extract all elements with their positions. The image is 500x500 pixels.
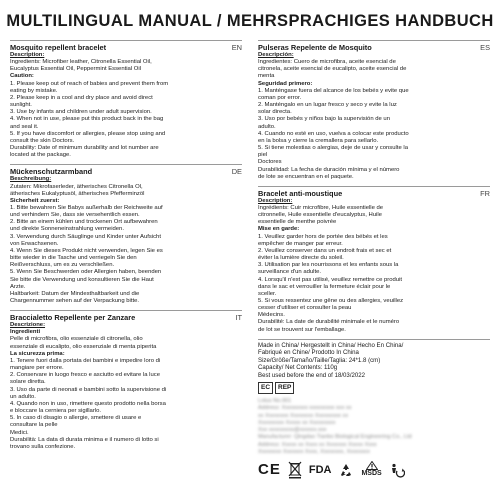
- text-line: Durabilidad: La fecha de duración mínima y el número: [258, 166, 400, 173]
- msds-logo-icon: [361, 461, 381, 478]
- text-line: Ingrédients: Cuir microfibre, Huile essentielle de: [258, 204, 384, 211]
- text-line: essenziale di eucalipto, olio essenziale di menta piperita: [10, 343, 157, 350]
- text-line: Eucalyptus Essential Oil, Peppermint Essential Oil: [10, 66, 141, 73]
- origin-line: Fabriqué en Chine/ Prodotto In China: [258, 349, 359, 357]
- text-line: 4. Wenn Sie dieses Produkt nicht verwenden, legen Sie es: [10, 247, 163, 254]
- certification-logos: [258, 460, 490, 480]
- text-line: solare diretta.: [10, 379, 46, 386]
- section-it-header: [10, 313, 242, 322]
- size-line: Size/Größe/Tamaño/Taille/Taglia: 24*1.8 (cm): [258, 356, 381, 364]
- text-line: Description:: [10, 52, 45, 58]
- capacity-line: Capacity/ Net Contents: 110g: [258, 364, 338, 372]
- text-line: eating by mistake.: [10, 87, 58, 94]
- triman-icon: [389, 462, 405, 478]
- text-line: e bloccare la cerniera per sigillarlo.: [10, 408, 102, 415]
- section-fr-title: Bracelet anti-moustique: [258, 188, 343, 198]
- section-es-lang: ES: [480, 43, 490, 52]
- text-line: en la bolsa y cierre la cremallera para sellarlo.: [258, 137, 379, 144]
- text-line: Descrizione:: [10, 322, 46, 329]
- page-title: MULTILINGUAL MANUAL / MEHRSPRACHIGES HANDBUCH: [6, 12, 494, 30]
- text-line: Médecins.: [258, 312, 285, 319]
- text-line: éviter la lumière directe du soleil.: [258, 255, 344, 262]
- text-line: 4. When not in use, please put this product back in the bag: [10, 116, 164, 123]
- text-line: de lot se trouvent sur l'emballage.: [258, 326, 346, 333]
- text-line: 3. Uso por bebés y niños bajo la supervisión de un: [258, 116, 390, 123]
- section-es-title: Pulseras Repelente de Mosquito: [258, 43, 372, 52]
- section-fr-header: [258, 189, 490, 198]
- text-line: 4. Lorsqu'il n'est pas utilisé, veuillez remettre ce produit: [258, 276, 403, 283]
- text-line: Sicherheit zuerst:: [10, 197, 60, 204]
- text-line: 3. Use by infants and children under adult supervision.: [10, 109, 152, 116]
- text-line: La sicurezza prima:: [10, 350, 65, 357]
- section-en-lang: EN: [231, 43, 242, 52]
- section-es: [258, 40, 490, 181]
- section-en-title: Mosquito repellent bracelet: [10, 43, 107, 52]
- section-de: [10, 164, 242, 305]
- text-line: 4. Quando non in uso, rimettere questo prodotto nella borsa: [10, 400, 166, 407]
- text-line: Ingredienti: [10, 329, 41, 336]
- text-line: adulto.: [258, 123, 276, 130]
- text-line: Doctores: [258, 159, 282, 166]
- section-fr: [258, 186, 490, 334]
- text-line: solar directa.: [258, 109, 292, 116]
- text-line: ätherisches Eukalyptusöl, ätherisches Pfefferminzöl: [10, 190, 145, 197]
- text-line: 2. Conservare in luogo fresco e asciutto ed evitare la luce: [10, 372, 160, 379]
- left-column: [10, 40, 242, 456]
- text-line: Sie bitte die Verwendung und konsultieren Sie die Haut: [10, 276, 154, 283]
- text-line: Mise en garde:: [258, 226, 300, 233]
- text-line: Descripción:: [258, 52, 294, 58]
- text-line: 2. Veuillez conserver dans un endroit frais et sec et: [258, 247, 392, 254]
- text-line: 5. Wenn Sie Beschwerden oder Allergien haben, beenden: [10, 269, 162, 276]
- text-line: piel: [258, 152, 268, 159]
- blurred-line: Xxxxxxxxx Xxxxx xx Xxxxxxxxx: [258, 419, 336, 426]
- text-line: 5. Si vous ressentez une gêne ou des allergies, veuillez: [258, 298, 404, 304]
- text-line: 2. Please keep in a cool and dry place and avoid direct: [10, 94, 153, 101]
- ec-badge-text: EC: [258, 382, 273, 394]
- text-line: 3. Uso da parte di neonati e bambini sotto la supervisione di: [10, 386, 167, 393]
- section-de-header: [10, 167, 242, 176]
- section-en: [10, 40, 242, 159]
- text-line: 2. Bitte an einem kühlen und trockenen Ort aufbewahren: [10, 219, 158, 226]
- text-line: bitte wieder in die Tasche und verriegeln Sie den: [10, 255, 137, 262]
- text-line: 5. In caso di disagio o allergie, smettere di usare e: [10, 415, 142, 422]
- text-line: 1. Bitte bewahren Sie Babys außerhalb der Reichweite auf: [10, 204, 163, 211]
- text-line: Medici.: [10, 429, 29, 436]
- rep-badge-text: REP: [275, 382, 294, 394]
- origin-line: Made in China/ Hergestellt in China/ Hecho En China/: [258, 341, 404, 349]
- text-line: 1. Veuillez garder hors de portée des bébés et les: [258, 233, 388, 240]
- text-line: mangiare per errore.: [10, 365, 64, 372]
- right-column: [258, 40, 490, 485]
- text-line: Caution:: [10, 73, 34, 80]
- text-line: sunlight.: [10, 102, 32, 109]
- text-line: 5. Si tiene molestias o alergias, deje de usar y consulte la: [258, 145, 408, 152]
- blurred-line: xx Xxxxxxxx Xxxxxxxx Xxxxxxxxx xx: [258, 412, 349, 419]
- ec-rep-badge: [258, 382, 490, 394]
- text-line: sceller.: [258, 290, 277, 297]
- blurred-line: Address: Xxxxx xx Xxxx xx Xxxxxxx Xxxxx Xxxx: [258, 441, 377, 448]
- section-es-header: [258, 43, 490, 52]
- section-it: [10, 310, 242, 451]
- recycle-bin-crossed-icon: [288, 461, 302, 479]
- text-line: un adulto.: [10, 393, 36, 400]
- text-line: Durabilità: La data di durata minima e il numero di lotto si: [10, 436, 159, 443]
- ce-mark-icon: CE: [258, 460, 281, 478]
- text-line: 1. Manténgase fuera del alcance de los bebés y evite que: [258, 87, 409, 94]
- text-line: 4. Cuando no esté en uso, vuelva a colocar este producto: [258, 130, 409, 137]
- text-line: menta: [258, 73, 275, 80]
- text-line: 1. Please keep out of reach of babies and prevent them from: [10, 80, 169, 87]
- section-de-title: Mückenschutzarmband: [10, 167, 93, 177]
- msds-logo-label: MSDS: [361, 470, 382, 478]
- text-line: Ingredientes: Cuero de microfibra, aceite esencial de: [258, 59, 396, 66]
- text-line: Ärzte.: [10, 283, 26, 290]
- blurred-line: Lotus No.001: [258, 398, 292, 405]
- text-line: von Erwachsenen.: [10, 240, 59, 247]
- text-line: und direkte Sonneneinstrahlung vermeiden.: [10, 226, 124, 233]
- text-line: Beschreibung:: [10, 176, 52, 183]
- text-line: surveillance d'un adulte.: [258, 269, 322, 276]
- section-de-lang: DE: [231, 167, 242, 177]
- text-line: consult the skin Doctors.: [10, 137, 75, 144]
- text-line: Durabilité: La date de durabilité minimale et le numéro: [258, 319, 400, 326]
- text-line: located at the package.: [10, 152, 71, 159]
- text-line: Chargennummer sehen auf der Verpackung bitte.: [10, 298, 140, 304]
- fda-logo-icon: FDA: [308, 463, 332, 476]
- blurred-line: Address: Xxxxxxxxx xxxxxxxxx xxx xx: [258, 405, 352, 412]
- text-line: consultare la pelle: [10, 422, 58, 429]
- text-line: Reißverschluss, um es zu verschließen.: [10, 262, 115, 269]
- text-line: Seguridad primero:: [258, 80, 313, 87]
- text-line: 3. Utilisation par les nourrissons et les enfants sous la: [258, 262, 399, 269]
- section-it-title: Braccialetto Repellente per Zanzare: [10, 313, 136, 323]
- section-it-lang: IT: [235, 313, 242, 323]
- text-line: und verhindern Sie, dass sie versehentlich essen.: [10, 212, 140, 219]
- blurred-line: Manufacturer: Qingdao Tianbo Biological Engineering Co., Ltd: [258, 434, 412, 441]
- text-line: Zutaten: Mikrofaserleder, ätherisches Citronella Öl,: [10, 183, 143, 190]
- blurred-line: Xxx xxxxxxxxx@xxxxxx.xxx: [258, 427, 327, 434]
- text-line: 5. If you have discomfort or allergies, please stop using and: [10, 130, 166, 137]
- text-line: essentielle de menthe poivrée: [258, 219, 337, 226]
- text-line: dans le sac et verrouiller la fermeture éclair pour le: [258, 283, 391, 290]
- section-en-header: [10, 43, 242, 52]
- text-line: cesser d'utiliser et consulter la peau: [258, 305, 352, 312]
- blurred-line: Xxxxxxxx Xxxxxxx Xxxx, Xxxxxxxx, Xxxxxxxx: [258, 448, 370, 455]
- text-line: citronnelle, Huile essentielle d'eucalyptus, Huile: [258, 212, 382, 219]
- text-line: 1. Tenere fuori dalla portata dei bambini e impedire loro di: [10, 357, 161, 364]
- text-line: Haltbarkeit: Datum der Mindesthaltbarkeit und die: [10, 290, 140, 297]
- text-line: Durability: Date of minimum durability and lot number are: [10, 145, 159, 152]
- mobius-recycling-icon: [338, 462, 354, 478]
- text-line: Ingredients: Microfiber leather, Citronella Essential Oil,: [10, 59, 152, 66]
- text-line: de lote se encuentran en el paquete.: [258, 173, 354, 180]
- text-line: trovano sulla confezione.: [10, 443, 76, 450]
- best-before-line: Best used before the end of 18/03/2022: [258, 371, 366, 379]
- text-line: 3. Verwendung durch Säuglinge und Kinder unter Aufsicht: [10, 233, 161, 240]
- product-info: [258, 339, 490, 480]
- text-line: and seal it.: [10, 123, 39, 130]
- text-line: citronela, aceite esencial de eucalipto, aceite esencial de: [258, 66, 407, 73]
- text-line: Description:: [258, 197, 293, 204]
- text-line: coman por error.: [258, 94, 302, 101]
- text-line: 2. Manténgalo en un lugar fresco y seco y evite la luz: [258, 102, 397, 109]
- text-line: Pelle di microfibra, olio essenziale di citronella, olio: [10, 336, 143, 343]
- text-line: empêcher de manger par erreur.: [258, 240, 343, 247]
- blurred-address-block: [258, 398, 490, 456]
- section-fr-lang: FR: [480, 188, 490, 198]
